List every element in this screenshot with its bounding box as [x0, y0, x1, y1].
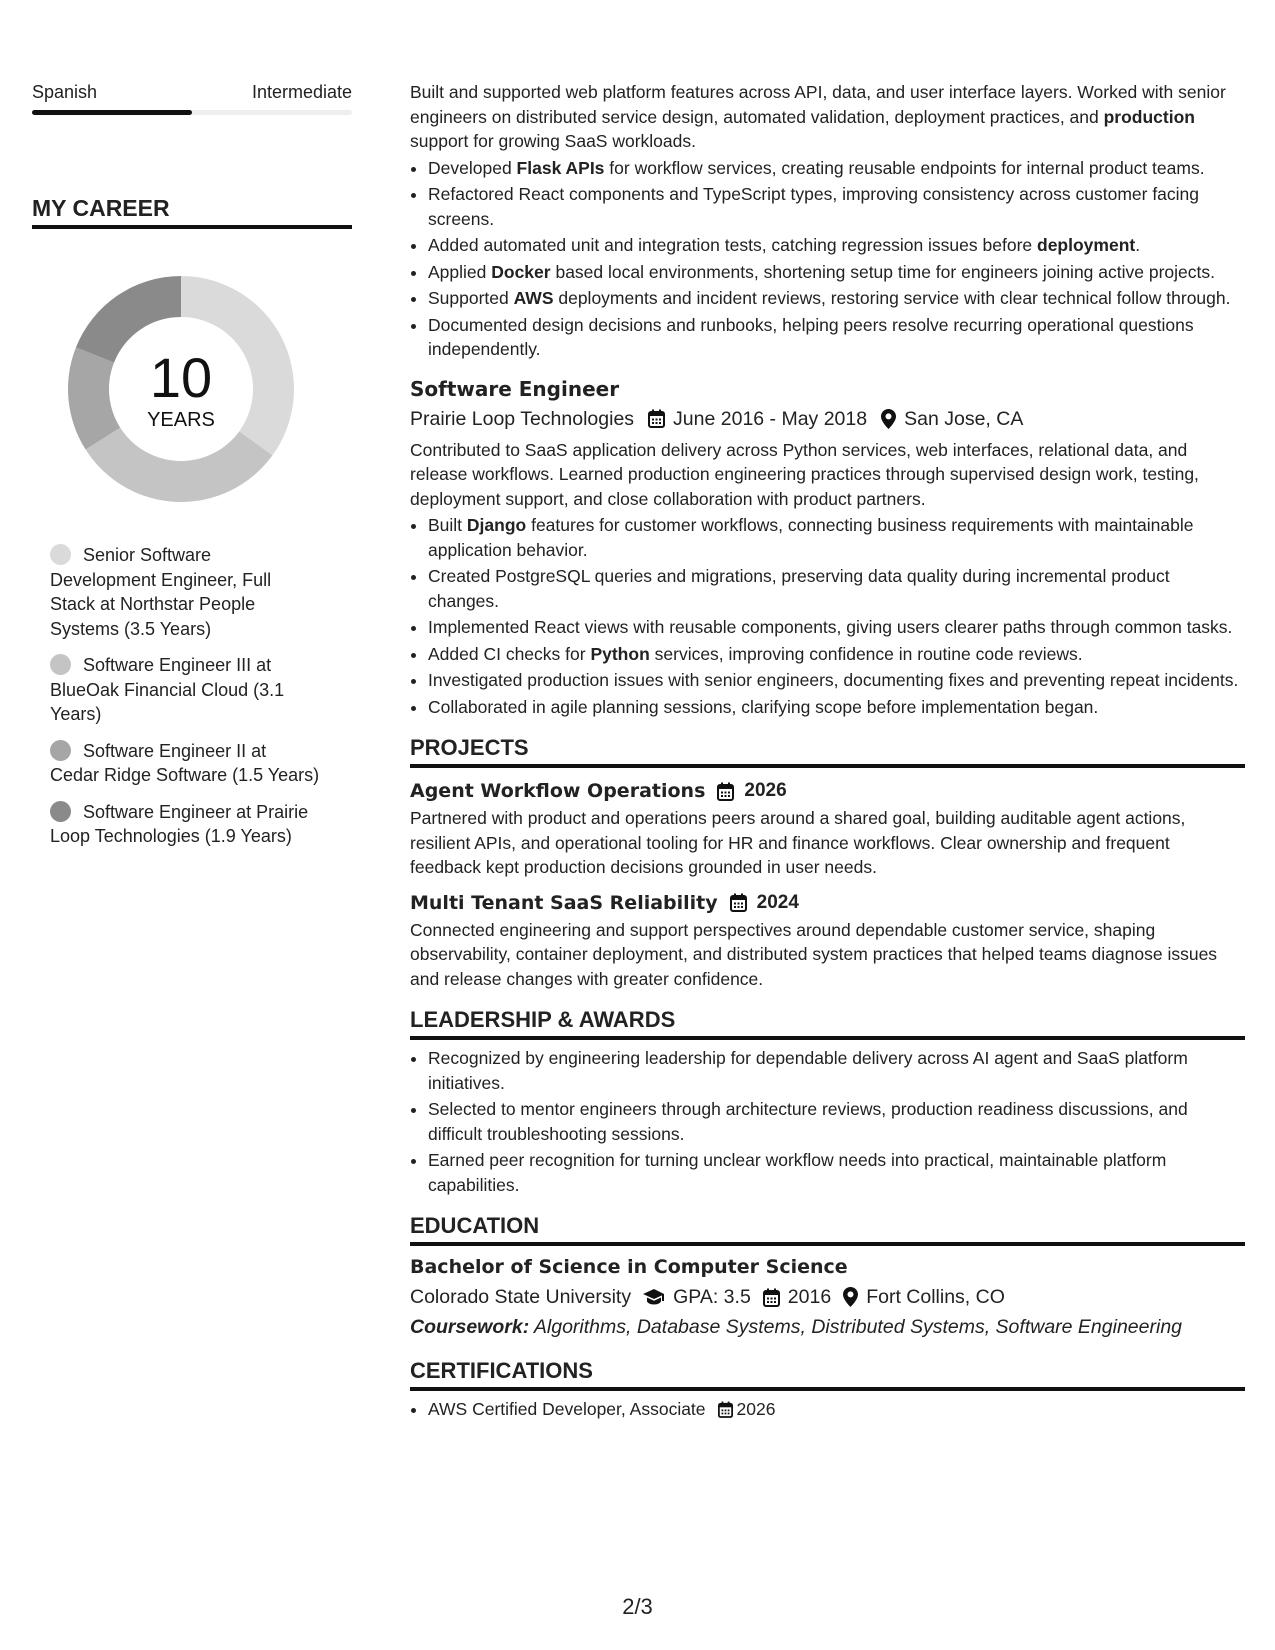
- bullet-item: • Developed Flask APIs for workflow services, creating reusable endpoints for internal product teams.: [428, 156, 1245, 181]
- calendar-icon: [648, 409, 665, 428]
- career-donut-chart: [65, 273, 297, 505]
- bullet-item: • Built Django features for customer workflows, connecting business requirements with maintainable application behavior.: [428, 513, 1245, 562]
- prev-job-bullets: [410, 156, 1245, 362]
- certification-name: • AWS Certified Developer, Associate: [428, 1399, 706, 1419]
- job-bullets: [410, 513, 1245, 719]
- education-degree: Bachelor of Science in Computer Science: [410, 1256, 848, 1278]
- legend-dot: [50, 740, 71, 761]
- bullet-item: • Supported AWS deployments and incident reviews, restoring service with clear technical follow through.: [428, 286, 1245, 311]
- language-name: Spanish: [32, 82, 98, 102]
- calendar-icon: [717, 782, 734, 801]
- graduation-cap-icon: [643, 1289, 665, 1306]
- legend-item: [50, 543, 320, 641]
- project-title: [410, 776, 1245, 806]
- bullet-item: • Implemented React views with reusable components, giving users clearer paths through common tasks.: [428, 615, 1245, 640]
- career-total-years: 10: [149, 346, 213, 409]
- legend-dot: [50, 654, 71, 675]
- calendar-icon: [718, 1401, 733, 1418]
- project-title: [410, 888, 1245, 918]
- bullet-item: • Collaborated in agile planning sessions, clarifying scope before implementation began.: [428, 695, 1245, 720]
- education-heading: EDUCATION: [410, 1211, 1245, 1246]
- legend-label: Software Engineer II at Cedar Ridge Software (1.5 Years): [50, 740, 320, 785]
- bullet-item: • Added automated unit and integration tests, catching regression issues before deployment.: [428, 233, 1245, 258]
- legend-item: [50, 653, 320, 727]
- right-column: [410, 80, 1245, 1424]
- summary-text: support for growing SaaS workloads.: [410, 131, 696, 151]
- bullet-item: • Documented design decisions and runbooks, helping peers resolve recurring operational questions independently.: [428, 313, 1245, 362]
- job-title: Software Engineer: [410, 376, 620, 401]
- certification-item: [428, 1397, 1245, 1422]
- bullet-item: • Refactored React components and TypeScript types, improving consistency across customer facing screens.: [428, 182, 1245, 231]
- job-summary: Contributed to SaaS application delivery across Python services, web interfaces, relational data, and release workflows. Learned production engineering practices through supervised design work, testing, deployment support, and close collaboration with product partners.: [410, 439, 1199, 509]
- project-name: Multi Tenant SaaS Reliability: [410, 891, 718, 914]
- job-meta: [410, 404, 1245, 434]
- prev-job-summary: [410, 80, 1245, 154]
- map-pin-icon: [843, 1287, 858, 1307]
- education-meta: [410, 1282, 1245, 1312]
- legend-dot: [50, 544, 71, 565]
- bullet-item: • Applied Docker based local environments, shortening setup time for engineers joining active projects.: [428, 260, 1245, 285]
- career-legend: [32, 543, 320, 849]
- certification-year: 2026: [736, 1399, 776, 1419]
- education-gpa: GPA: 3.5: [673, 1286, 751, 1308]
- calendar-icon: [763, 1288, 780, 1307]
- coursework-label: Coursework:: [410, 1316, 530, 1338]
- project-year: 2024: [756, 891, 799, 913]
- project-name: Agent Workflow Operations: [410, 780, 706, 802]
- language-level: Intermediate: [251, 82, 352, 102]
- bullet-item: • Earned peer recognition for turning unclear workflow needs into practical, maintainable platform capabilities.: [428, 1148, 1245, 1197]
- project-year: 2026: [744, 780, 787, 801]
- legend-label: Software Engineer III at BlueOak Financial Cloud (3.1 Years): [50, 655, 285, 724]
- donut-center: [65, 273, 297, 505]
- bullet-item: • Recognized by engineering leadership for dependable delivery across AI agent and SaaS platform initiatives.: [428, 1046, 1245, 1095]
- school-name: Colorado State University: [410, 1286, 632, 1308]
- calendar-icon: [730, 893, 747, 912]
- leadership-heading: LEADERSHIP & AWARDS: [410, 1005, 1245, 1040]
- bullet-item: • Selected to mentor engineers through architecture reviews, production readiness discussions, and difficult troubleshooting sessions.: [428, 1097, 1245, 1146]
- job-location: San Jose, CA: [904, 407, 1024, 430]
- page-number: 2/3: [622, 1594, 653, 1619]
- coursework-list: Algorithms, Database Systems, Distributed Systems, Software Engineering: [529, 1316, 1183, 1338]
- career-heading: MY CAREER: [32, 193, 352, 229]
- education-year: 2016: [787, 1286, 832, 1308]
- projects-heading: PROJECTS: [410, 733, 1245, 768]
- leadership-list: [410, 1046, 1245, 1197]
- coursework-line: [410, 1312, 1245, 1342]
- legend-item: [50, 739, 320, 788]
- career-total-unit: YEARS: [147, 409, 215, 431]
- bullet-item: • Investigated production issues with senior engineers, documenting fixes and preventing repeat incidents.: [428, 668, 1245, 693]
- summary-bold: production: [1103, 106, 1195, 127]
- language-proficiency-bar: [32, 110, 352, 115]
- job-dates: June 2016 - May 2018: [673, 407, 868, 430]
- education-location: Fort Collins, CO: [866, 1286, 1005, 1308]
- language-row: [32, 80, 352, 104]
- project-description: Partnered with product and operations peers around a shared goal, building auditable agent actions, resilient APIs, and operational tooling for HR and finance workflows. Clear ownership and frequent feedback kept production decisions grounded in user needs.: [410, 808, 1186, 877]
- summary-text: Built and supported web platform features across API, data, and user interface layers. Worked with senior engineers on distributed service design, automated validation, deployment practices, and: [410, 82, 1226, 127]
- legend-item: [50, 800, 320, 849]
- left-column: [32, 80, 352, 861]
- language-proficiency-fill: [32, 110, 192, 115]
- legend-dot: [50, 801, 71, 822]
- certifications-heading: CERTIFICATIONS: [410, 1356, 1245, 1391]
- map-pin-icon: [881, 409, 896, 429]
- certifications-list: [410, 1397, 1245, 1422]
- legend-label: Software Engineer at Prairie Loop Technologies (1.9 Years): [50, 801, 309, 846]
- bullet-item: • Added CI checks for Python services, improving confidence in routine code reviews.: [428, 642, 1245, 667]
- project-description: Connected engineering and support perspectives around dependable customer service, shaping observability, container deployment, and distributed system practices that helped teams diagnose issues and release changes with greater confidence.: [410, 919, 1218, 989]
- legend-label: Senior Software Development Engineer, Full Stack at Northstar People Systems (3.5 Years): [50, 545, 272, 639]
- company-name: Prairie Loop Technologies: [410, 407, 635, 430]
- bullet-item: • Created PostgreSQL queries and migrations, preserving data quality during incremental product changes.: [428, 564, 1245, 613]
